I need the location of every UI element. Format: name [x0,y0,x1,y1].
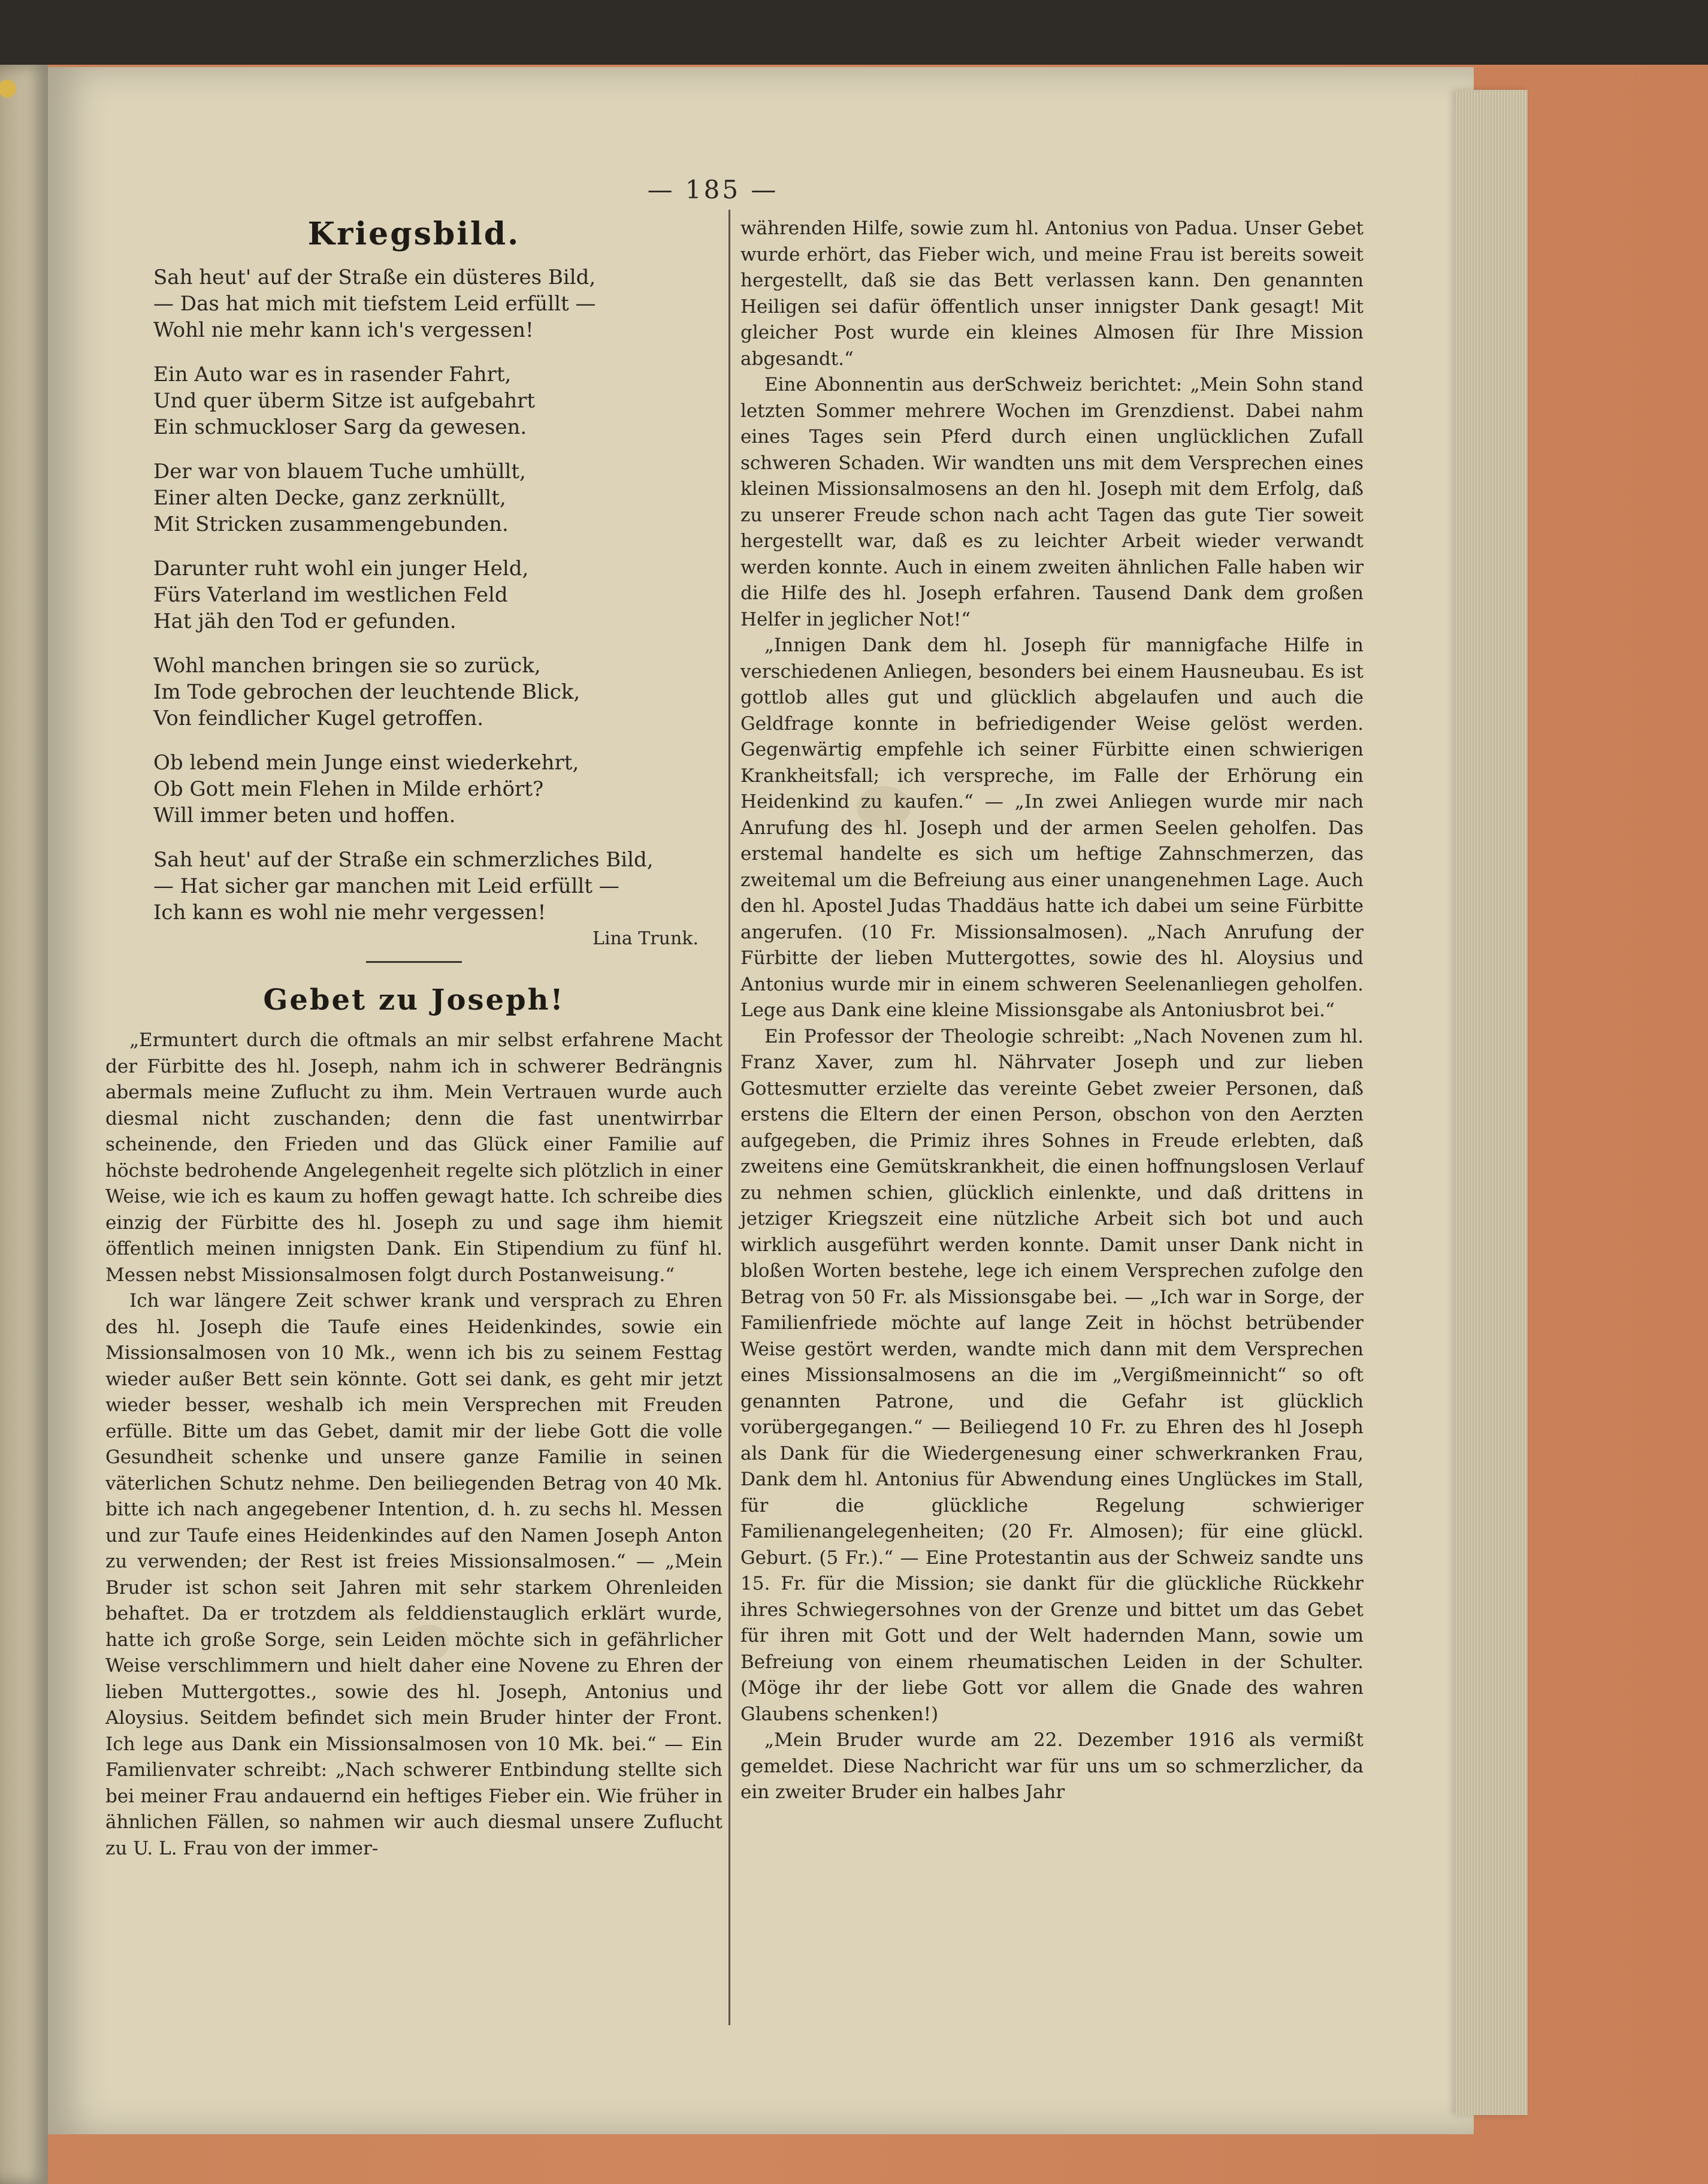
poem [105,264,723,949]
prayer-text-right [740,216,1364,1806]
poem-line: Von feindlicher Kugel getroffen. [153,706,484,730]
left-column [105,216,723,2043]
poem-line: Fürs Vaterland im westlichen Feld [153,583,508,607]
paragraph: „Innigen Dank dem hl. Joseph für mannigfache Hilfe in verschiedenen Anliegen, besonders bei einem Hausneubau. Es ist gottlob alles gut und glücklich abgelaufen und auch die Geldfrage konnte in befriedigender Weise gelöst werden. Gegenwärtig empfehle ich seiner Fürbitte einen schwierigen Krankheitsfall; ich verspreche, im Falle der Erhörung ein Heidenkind zu kaufen.“ — „In zwei Anliegen wurde mir nach Anrufung des hl. Joseph und der armen Seelen geholfen. Das erstemal handelte es sich um heftige Zahnschmerzen, das zweitemal um die Befreiung aus einer unangenehmen Lage. Auch den hl. Apostel Judas Thaddäus hatte ich dabei um seine Fürbitte angerufen. (10 Fr. Missionsalmosen). „Nach Anrufung der Fürbitte der lieben Muttergottes, sowie des hl. Aloysius und Antonius wurde mir in einem schweren Seelenanliegen geholfen. Lege aus Dank eine kleine Missionsgabe als Antoniusbrot bei.“ [740,635,1364,1021]
poem-line: Hat jäh den Tod er gefunden. [153,609,457,633]
stanza [153,458,723,537]
poem-line: Der war von blauem Tuche umhüllt, [153,460,526,484]
poem-line: Wohl manchen bringen sie so zurück, [153,654,541,678]
poem-line: Sah heut' auf der Straße ein schmerzliches Bild, [153,848,654,872]
poem-line: Ein schmuckloser Sarg da gewesen. [153,415,527,439]
poem-line: Und quer überm Sitze ist aufgebahrt [153,389,536,413]
poem-line: Wohl nie mehr kann ich's vergessen! [153,318,534,342]
poem-line: Ich kann es wohl nie mehr vergessen! [153,901,546,925]
column-divider [728,210,730,2025]
poem-line: Ein Auto war es in rasender Fahrt, [153,363,512,386]
poem-line: Ob Gott mein Flehen in Milde erhört? [153,777,544,801]
poem-line: Im Tode gebrochen der leuchtende Blick, [153,680,581,704]
poem-line: Einer alten Decke, ganz zerknüllt, [153,486,506,510]
paragraph: „Ermuntert durch die oftmals an mir selbst erfahrene Macht der Fürbitte des hl. Joseph, nahm ich in schwerer Bedrängnis abermals meine Zuflucht zu ihm. Mein Vertrauen wurde auch diesmal nicht zuschanden; denn die fast unentwirrbar scheinende, den Frieden und das Glück einer Familie auf höchste bedrohende Angelegenheit regelte sich plötzlich in einer Weise, wie ich es kaum zu hoffen gewagt hatte. Ich schreibe dies einzig der Fürbitte des hl. Joseph zu und sage ihm hiemit öffentlich meinen innigsten Dank. Ein Stipendium zu fünf hl. Messen nebst Missionsalmosen folgt durch Postanweisung.“ [105,1029,723,1286]
poem-line: Ob lebend mein Junge einst wiederkehrt, [153,751,579,775]
stanza [153,847,723,926]
stanza [153,750,723,829]
poem-line: — Das hat mich mit tiefstem Leid erfüllt — [153,292,596,316]
section-rule [366,961,462,963]
prayer-text-left [105,1028,723,1862]
prayer-title: Gebet zu Joseph! [263,983,565,1017]
poem-line: Darunter ruht wohl ein junger Held, [153,557,529,581]
paragraph: währenden Hilfe, sowie zum hl. Antonius von Padua. Unser Gebet wurde erhört, das Fieber wich, und meine Frau ist bereits soweit hergestellt, daß sie das Bett verlassen kann. Den genannten Heiligen sei dafür öffentlich unser innigster Dank gesagt! Mit gleicher Post wurde ein kleines Almosen für Ihre Mission abgesandt.“ [740,218,1364,370]
poem-line: Will immer beten und hoffen. [153,803,456,827]
poem-line: Sah heut' auf der Straße ein düsteres Bild, [153,265,596,289]
previous-page-edge [0,65,48,2184]
poem-author: Lina Trunk. [592,928,699,949]
paragraph: „Mein Bruder wurde am 22. Dezember 1916 als vermißt gemeldet. Diese Nachricht war für uns um so schmerzlicher, da ein zweiter Bruder ein halbes Jahr [740,1729,1364,1803]
page-number: — 185 — [647,175,779,204]
poem-line: — Hat sicher gar manchen mit Leid erfüllt — [153,874,619,898]
bookmark-thread [0,71,36,107]
stanza [153,361,723,440]
stanza [153,555,723,635]
page-block-edge [1456,90,1528,2115]
paragraph: Ich war längere Zeit schwer krank und versprach zu Ehren des hl. Joseph die Taufe eines Heidenkindes, sowie ein Missionsalmosen von 10 Mk., wenn ich bis zu seinem Festtag wieder außer Bett sein könnte. Gott sei dank, es geht mir jetzt wieder besser, weshalb ich mein Versprechen mit Freuden erfülle. Bitte um das Gebet, damit mir der liebe Gott die volle Gesundheit schenke und unsere ganze Familie in seinen väterlichen Schutz nehme. Den beiliegenden Betrag von 40 Mk. bitte ich nach angegebener Intention, d. h. zu sechs hl. Messen und zur Taufe eines Heidenkindes auf den Namen Joseph Anton zu verwenden; der Rest ist freies Missionsalmosen.“ — „Mein Bruder ist schon seit Jahren mit sehr starkem Ohrenleiden behaftet. Da er trotzdem als felddienstauglich erklärt wurde, hatte ich große Sorge, sein Leiden möchte sich in gefährlicher Weise verschlimmern und hielt daher eine Novene zu Ehren der lieben Muttergottes., sowie des hl. Joseph, Antonius und Aloysius. Seitdem befindet sich mein Bruder hinter der Front. Ich lege aus Dank ein Missionsalmosen von 10 Mk. bei.“ — Ein Familienvater schreibt: „Nach schwerer Entbindung stellte sich bei meiner Frau andauernd ein heftiges Fieber ein. Wie früher in ähnlichen Fällen, so nahmen wir auch diesmal unsere Zuflucht zu U. L. Frau von der immer- [105,1290,723,1859]
right-column [740,216,1364,2043]
paragraph: Eine Abonnentin aus derSchweiz berichtet: „Mein Sohn stand letzten Sommer mehrere Wochen im Grenzdienst. Dabei nahm eines Tages sein Pferd durch einen unglücklichen Zufall schweren Schaden. Wir wandten uns mit dem Versprechen eines kleinen Missionsalmosens an den hl. Joseph mit dem Erfolg, daß zu unserer Freude schon nach acht Tagen das gute Tier soweit hergestellt war, daß es zu leichter Arbeit wieder verwandt werden konnte. Auch in einem zweiten ähnlichen Falle haben wir die Hilfe des hl. Joseph erfahren. Tausend Dank dem großen Helfer in jeglicher Not!“ [740,374,1364,630]
paragraph: Ein Professor der Theologie schreibt: „Nach Novenen zum hl. Franz Xaver, zum hl. Nährvater Joseph und zur lieben Gottesmutter erzielte das vereinte Gebet zweier Personen, daß erstens die Eltern der einen Person, obschon von den Aerzten aufgegeben, die Primiz ihres Sohnes in Freude erlebten, daß zweitens eine Gemütskrankheit, die einen hoffnungslosen Verlauf zu nehmen schien, glücklich einlenkte, und daß drittens in jetziger Kriegszeit eine nützliche Arbeit sich bot und auch wirklich ausgeführt werden konnte. Damit unser Dank nicht in bloßen Worten bestehe, lege ich einem Versprechen zufolge den Betrag von 50 Fr. als Missionsgabe bei. — „Ich war in Sorge, der Familienfriede möchte auf lange Zeit in höchst betrübender Weise gestört werden, wandte mich dann mit dem Versprechen eines Missionsalmosens an die im „Vergißmeinnicht“ so oft genannten Patrone, und die Gefahr ist glücklich vorübergegangen.“ — Beiliegend 10 Fr. zu Ehren des hl Joseph als Dank für die Wiedergenesung einer schwerkranken Frau, Dank dem hl. Antonius für Abwendung eines Unglückes im Stall, für die glückliche Regelung schwieriger Familienangelegenheiten; (20 Fr. Almosen); für eine glückl. Geburt. (5 Fr.).“ — Eine Protestantin aus der Schweiz sandte uns 15. Fr. für die Mission; sie dankt für die glückliche Rückkehr ihres Schwiegersohnes von der Grenze und bittet um das Gebet für ihren mit Gott und der Welt hadernden Mann, sowie um Befreiung von einem rheumatischen Leiden in der Schulter. (Möge ihr der liebe Gott vor allem die Gnade des wahren Glaubens schenken!) [740,1025,1364,1725]
poem-title: Kriegsbild. [307,216,521,252]
poem-line: Mit Stricken zusammengebunden. [153,512,509,536]
stanza [153,653,723,732]
stanza [153,264,723,343]
